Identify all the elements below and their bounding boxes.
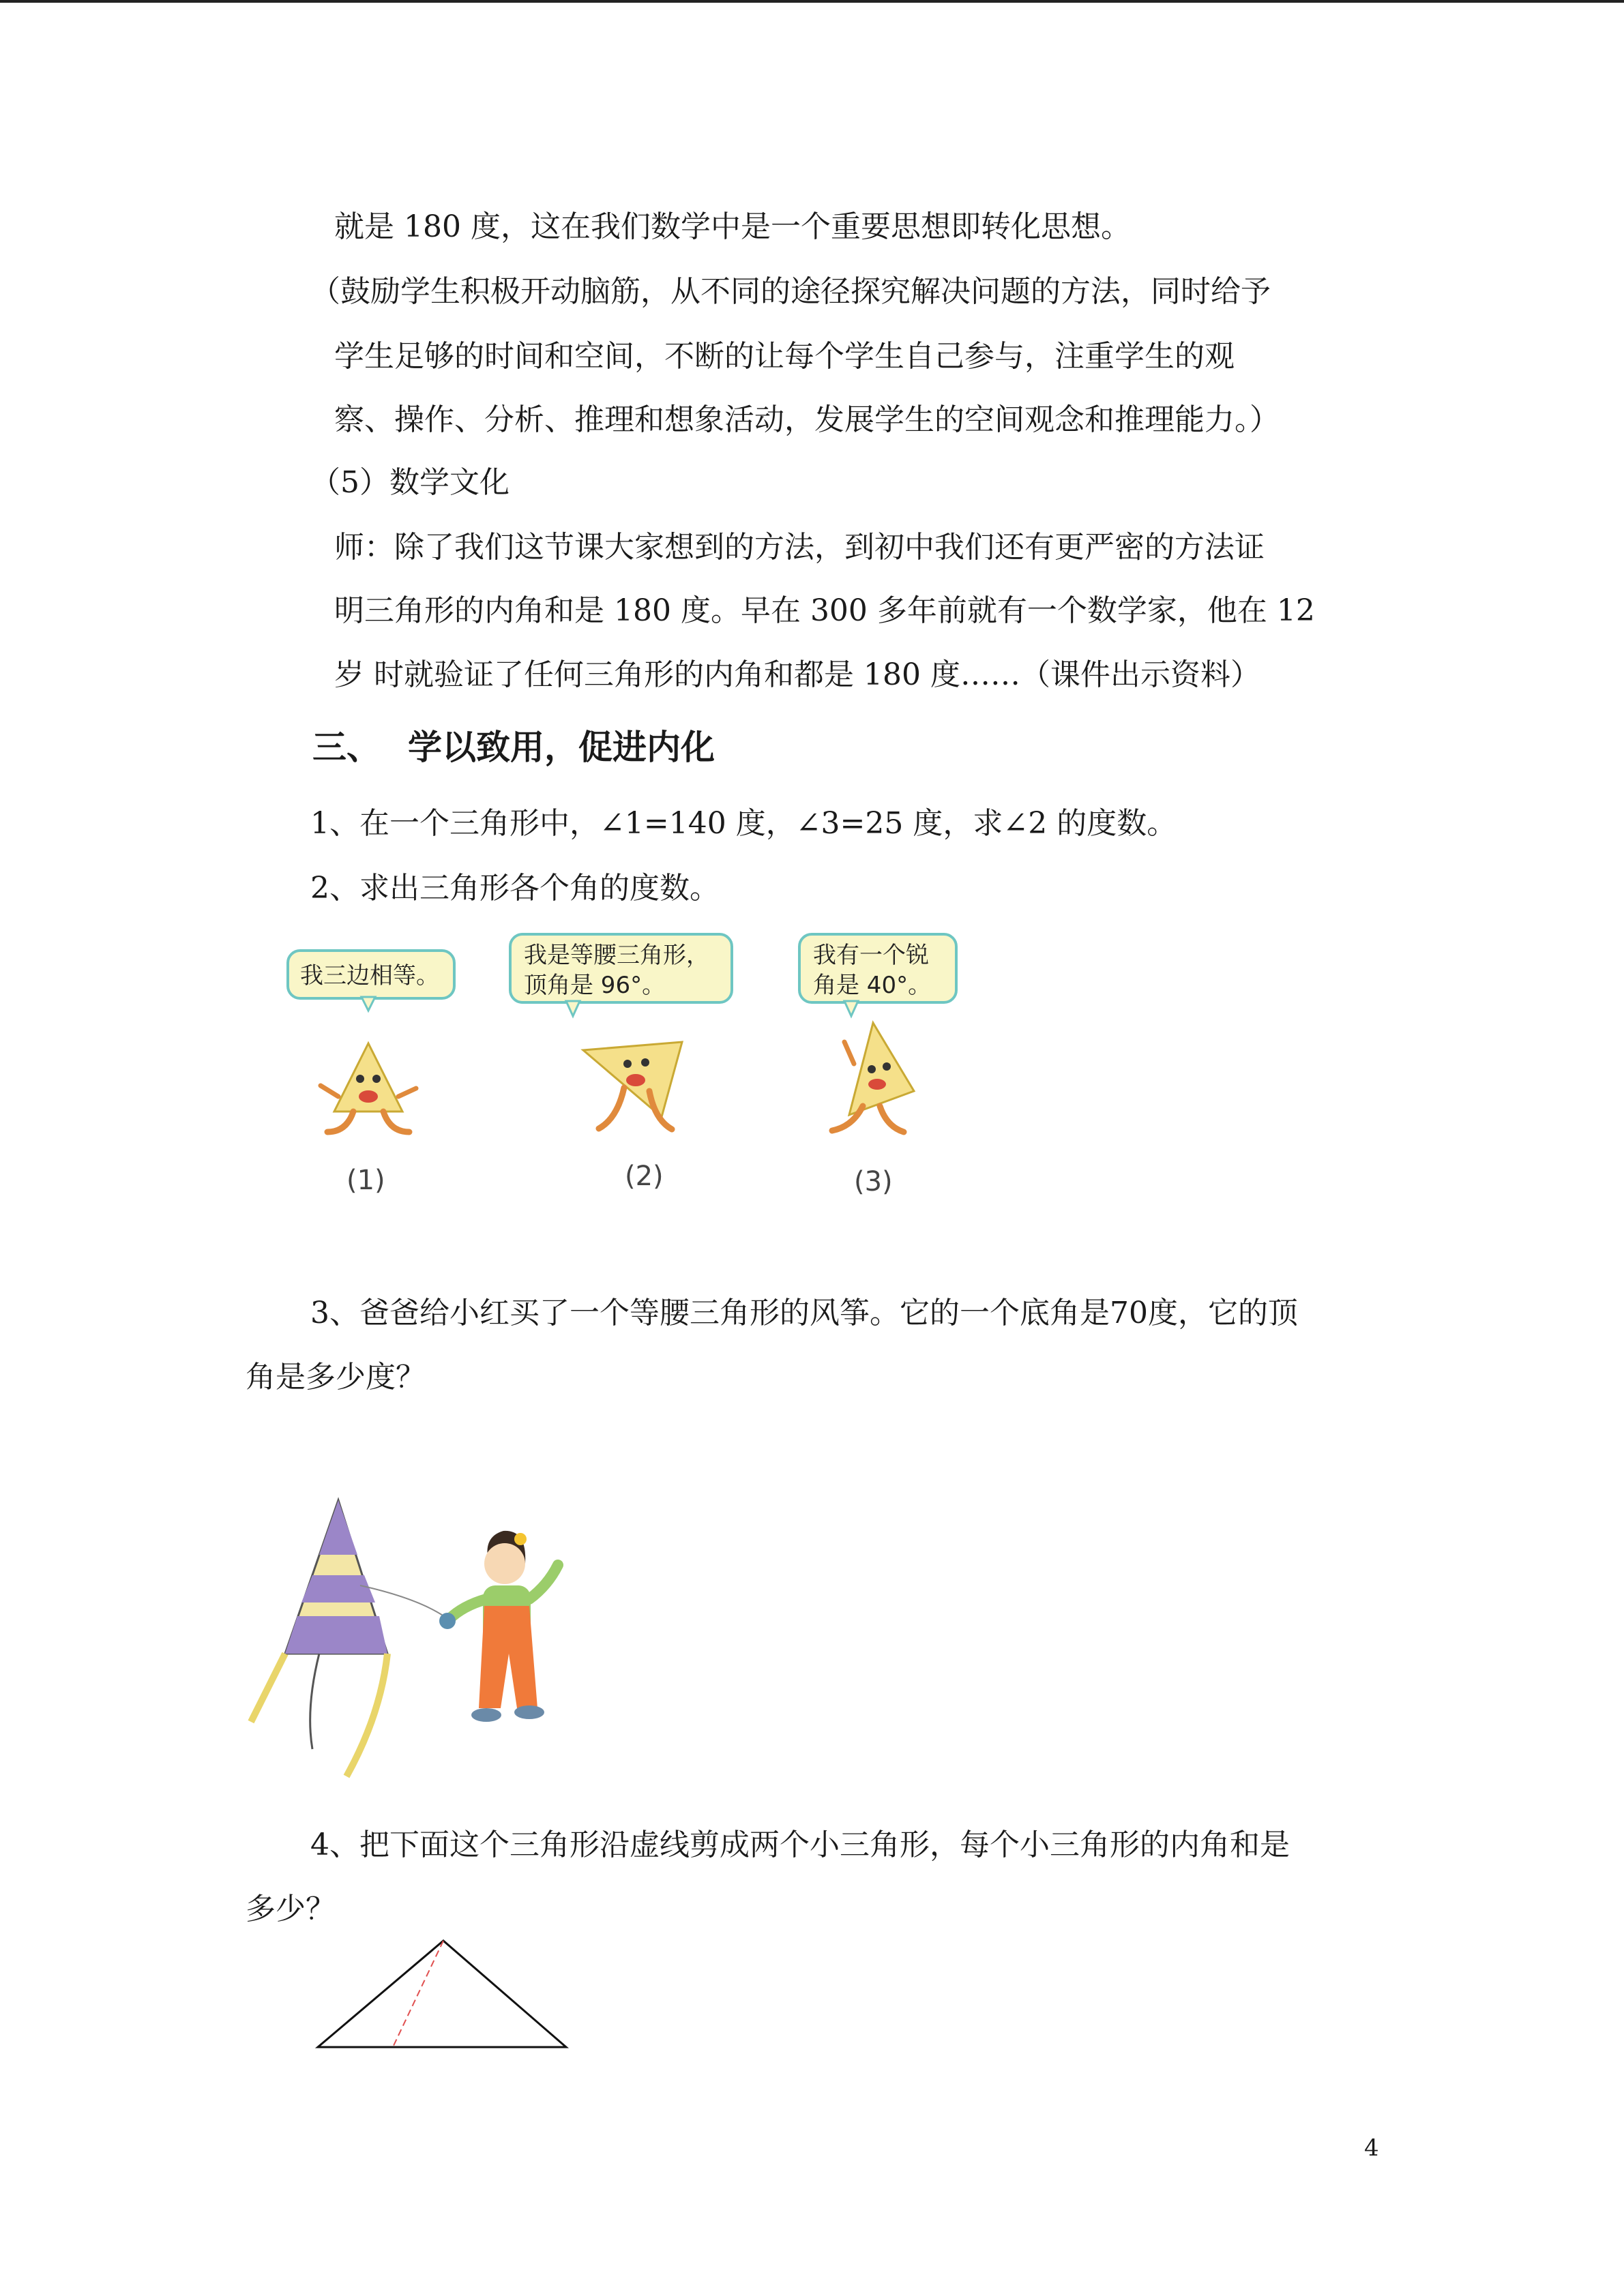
kite xyxy=(251,1500,449,1776)
figure-1-caption: (1) xyxy=(346,1165,385,1196)
triangle-figure-2 xyxy=(510,934,732,1192)
section-title: 学以致用，促进内化 xyxy=(408,728,715,767)
paragraph-teacher-line1: 师：除了我们这节课大家想到的方法，到初中我们还有更严密的方法证 xyxy=(334,530,1265,565)
paragraph-conversion-idea: 就是 180 度，这在我们数学中是一个重要思想即转化思想。 xyxy=(334,209,1131,244)
bubble-3-line2: 角是 40°。 xyxy=(813,972,932,999)
exercise-3-line1: 3、爸爸给小红买了一个等腰三角形的风筝。它的一个底角是70度，它的顶 xyxy=(310,1296,1298,1330)
figure-3-caption: (3) xyxy=(854,1166,893,1197)
page-number: 4 xyxy=(1364,2134,1379,2162)
large-triangle xyxy=(318,1941,566,2047)
bubble-2-line2: 顶角是 96°。 xyxy=(524,972,666,999)
girl xyxy=(439,1531,558,1722)
exercise-3-line2: 角是多少度？ xyxy=(246,1360,426,1395)
section-heading xyxy=(312,727,715,768)
triangle-characters-illustration xyxy=(273,927,996,1221)
section-number: 三、 xyxy=(312,728,381,767)
paragraph-teacher-line3: 岁 时就验证了任何三角形的内角和都是 180 度……（课件出示资料） xyxy=(334,657,1260,692)
kite-girl-illustration xyxy=(244,1490,599,1797)
paragraph-note-line2: 学生足够的时间和空间，不断的让每个学生自己参与，注重学生的观 xyxy=(334,339,1235,374)
bubble-1-text: 我三边相等。 xyxy=(300,962,439,989)
triangle-character-3 xyxy=(849,1023,914,1115)
paragraph-note-line3: 察、操作、分析、推理和想象活动，发展学生的空间观念和推理能力。） xyxy=(334,402,1280,437)
exercise-4-line2: 多少？ xyxy=(246,1892,336,1926)
exercise-1: 1、在一个三角形中，∠1=140 度，∠3=25 度，求∠2 的度数。 xyxy=(310,806,1177,841)
dashed-cut-line xyxy=(393,1941,443,2047)
top-border-rule xyxy=(0,0,1624,3)
triangle-figure-1 xyxy=(288,951,454,1196)
figure-2-caption: (2) xyxy=(625,1161,664,1192)
bubble-3-line1: 我有一个锐 xyxy=(813,942,929,969)
triangle-figure-3 xyxy=(799,934,956,1197)
paragraph-note-line1: （鼓励学生积极开动脑筋，从不同的途径探究解决问题的方法，同时给予 xyxy=(310,274,1271,309)
paragraph-teacher-line2: 明三角形的内角和是 180 度。早在 300 多年前就有一个数学家，他在 12 xyxy=(334,593,1315,628)
triangle-cut-diagram xyxy=(307,1930,580,2053)
bubble-2-line1: 我是等腰三角形， xyxy=(524,942,709,969)
exercise-4-line1: 4、把下面这个三角形沿虚线剪成两个小三角形，每个小三角形的内角和是 xyxy=(310,1828,1290,1862)
exercise-2: 2、求出三角形各个角的度数。 xyxy=(310,871,720,906)
subsection-math-culture: （5）数学文化 xyxy=(310,465,510,500)
